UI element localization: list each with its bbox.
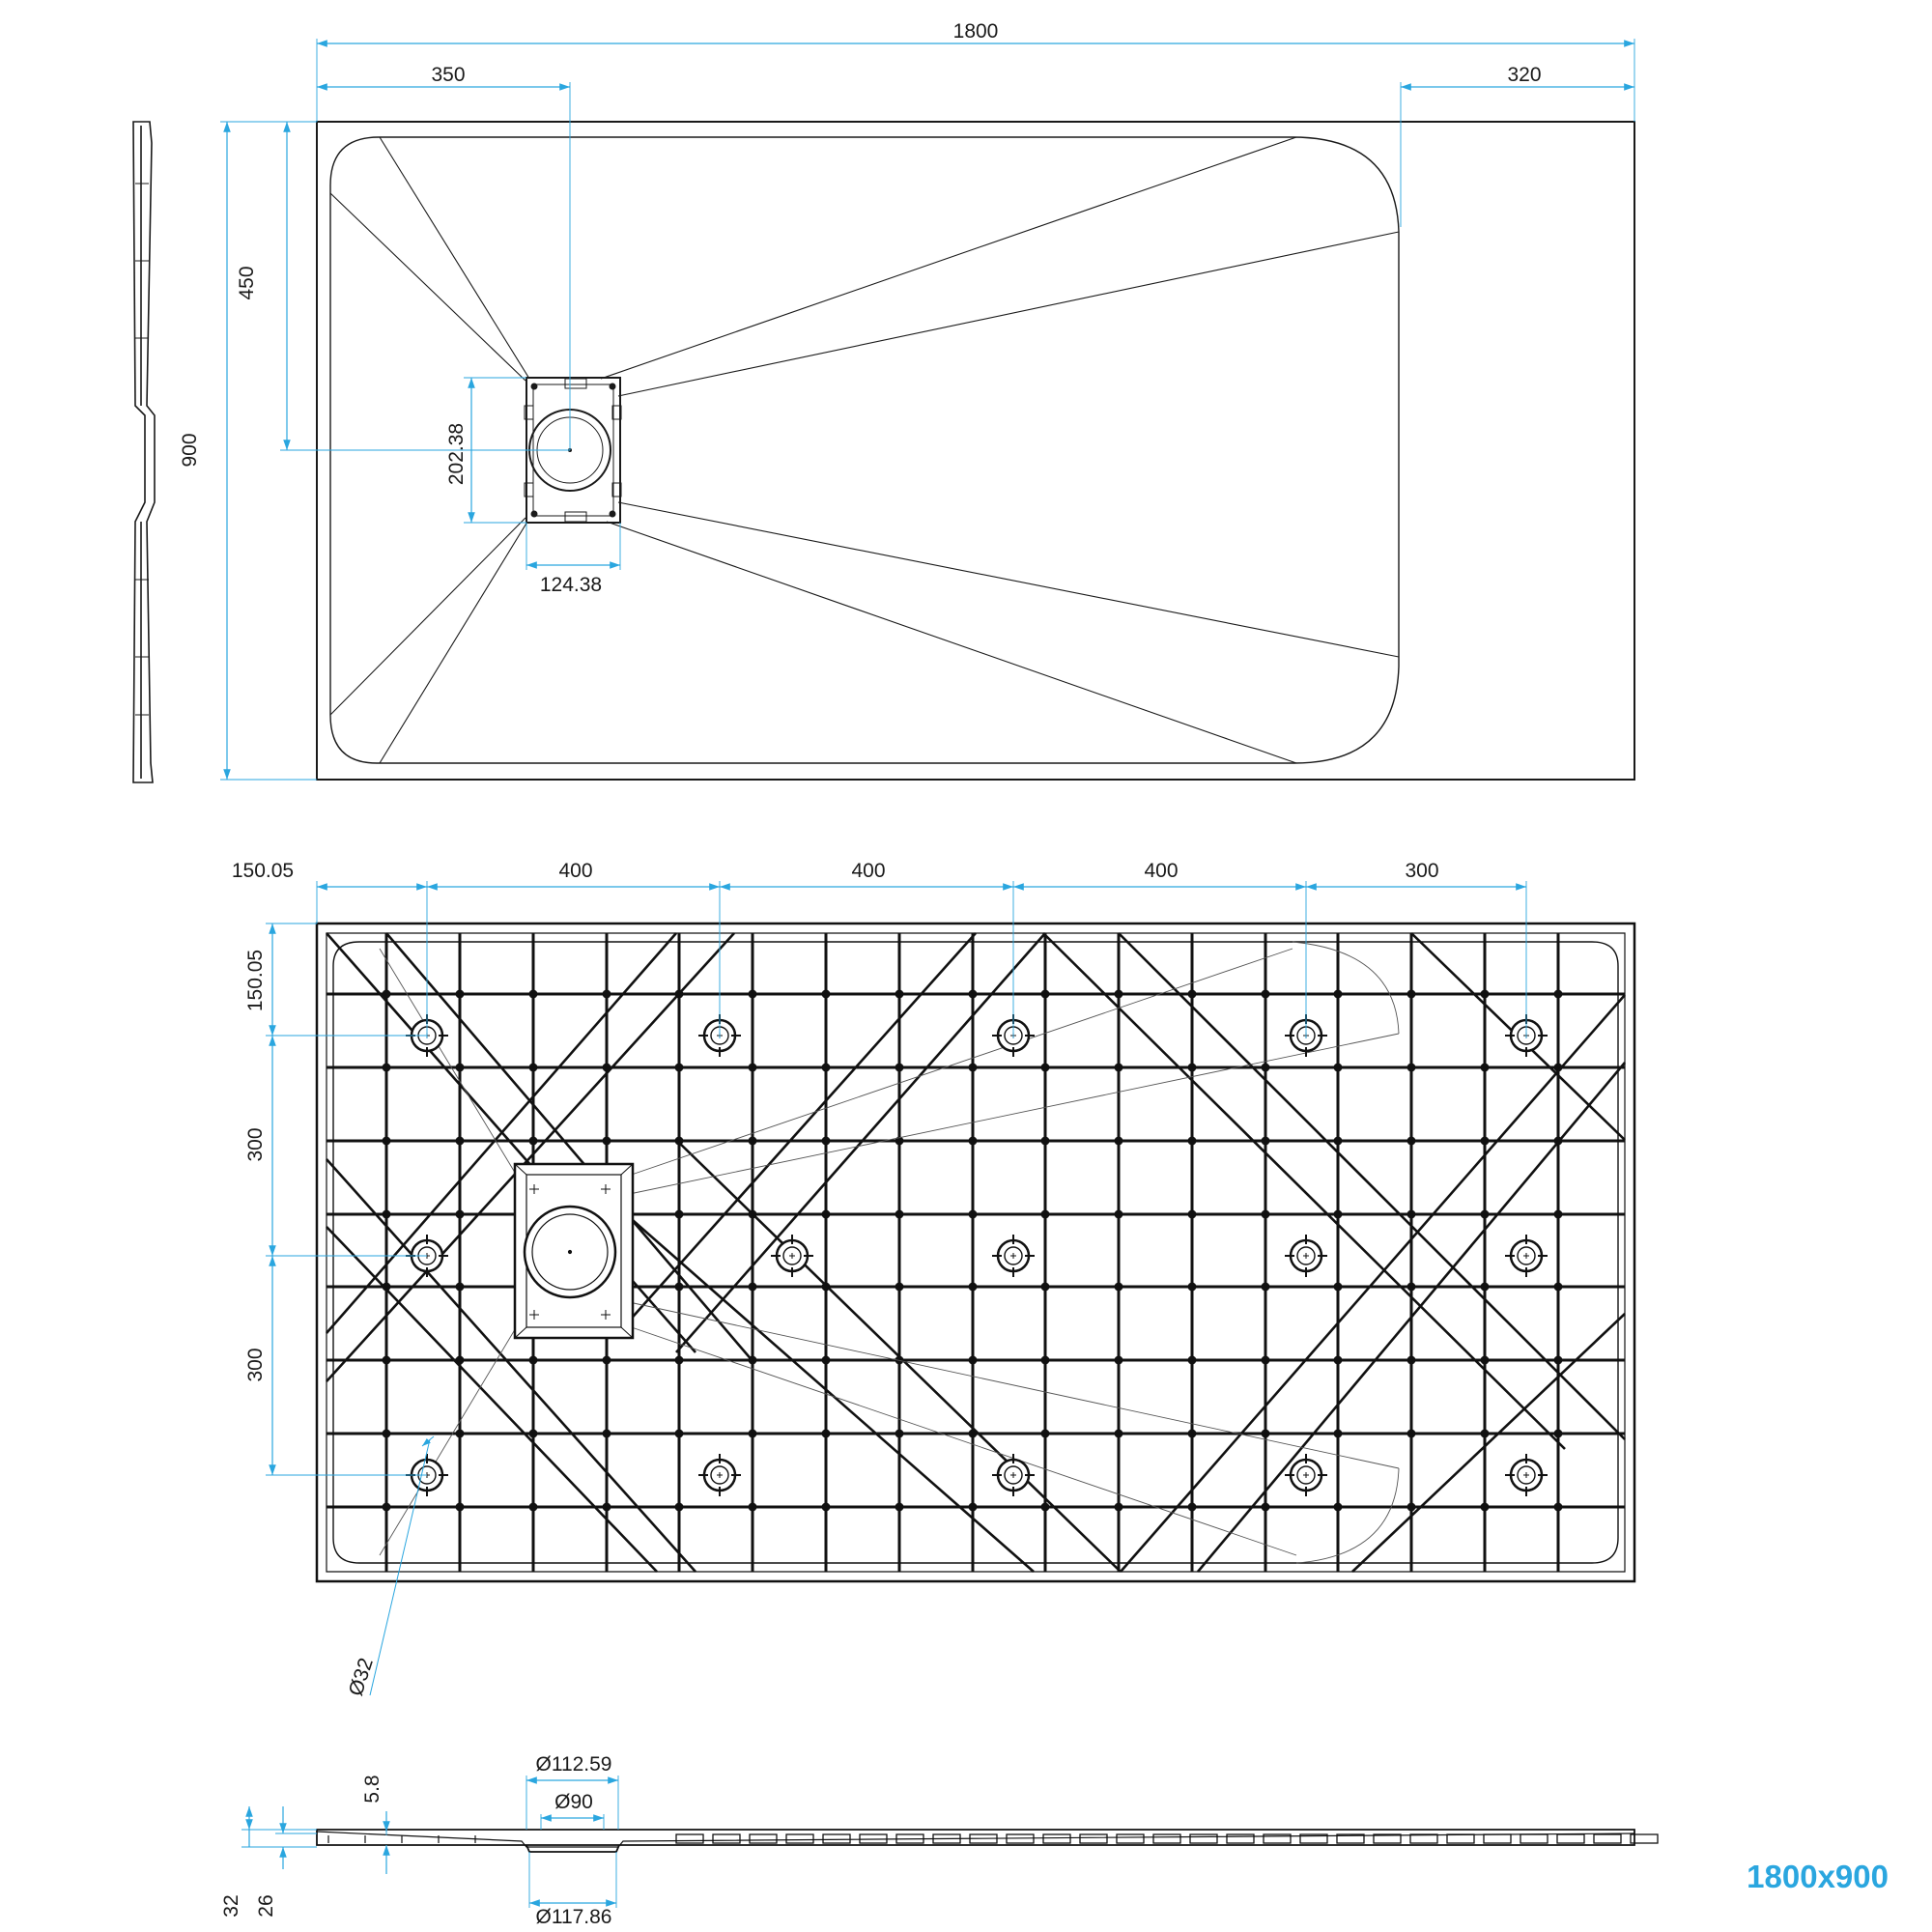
dim-base-diameter: Ø117.86	[535, 1906, 612, 1928]
dim-drain-offset-x: 350	[431, 64, 466, 86]
dim-row-3: 300	[244, 1348, 267, 1382]
dim-col-1: 150.05	[231, 860, 295, 882]
foot-pad	[698, 1454, 741, 1496]
section-view	[317, 1830, 1658, 1852]
foot-pad	[1285, 1235, 1327, 1277]
dim-col-4: 400	[1144, 860, 1179, 882]
foot-pad	[992, 1454, 1035, 1496]
bottom-view	[317, 923, 1634, 1581]
side-profile	[133, 122, 155, 782]
dim-col-3: 400	[851, 860, 886, 882]
dimension-lines	[220, 39, 1634, 1908]
dim-total-height: 32	[220, 1894, 242, 1918]
dim-outer-diameter: Ø112.59	[535, 1753, 612, 1776]
dim-width: 900	[179, 433, 201, 468]
underside-drain	[515, 1164, 633, 1338]
foot-pad	[1505, 1454, 1548, 1496]
dim-grate-height: 202.38	[445, 422, 468, 486]
foot-pad	[992, 1235, 1035, 1277]
dim-col-5: 300	[1405, 860, 1439, 882]
foot-pad	[1505, 1235, 1548, 1277]
dim-row-2: 300	[244, 1127, 267, 1162]
dim-slope: 5.8	[361, 1775, 384, 1804]
dim-edge-height: 26	[255, 1894, 277, 1918]
product-size-label: 1800x900	[1747, 1859, 1889, 1894]
dim-foot-diameter: Ø32	[344, 1655, 378, 1699]
dim-inner-diameter: Ø90	[554, 1791, 593, 1813]
dim-row-1: 150.05	[244, 949, 267, 1012]
dim-grate-width: 124.38	[539, 574, 603, 596]
tray-outline	[317, 122, 1634, 780]
dim-col-2: 400	[558, 860, 593, 882]
dim-length: 1800	[952, 20, 999, 43]
foot-pad	[771, 1235, 813, 1277]
dim-drain-offset-y: 450	[236, 266, 258, 300]
dim-right-margin: 320	[1507, 64, 1542, 86]
top-view	[317, 122, 1634, 780]
